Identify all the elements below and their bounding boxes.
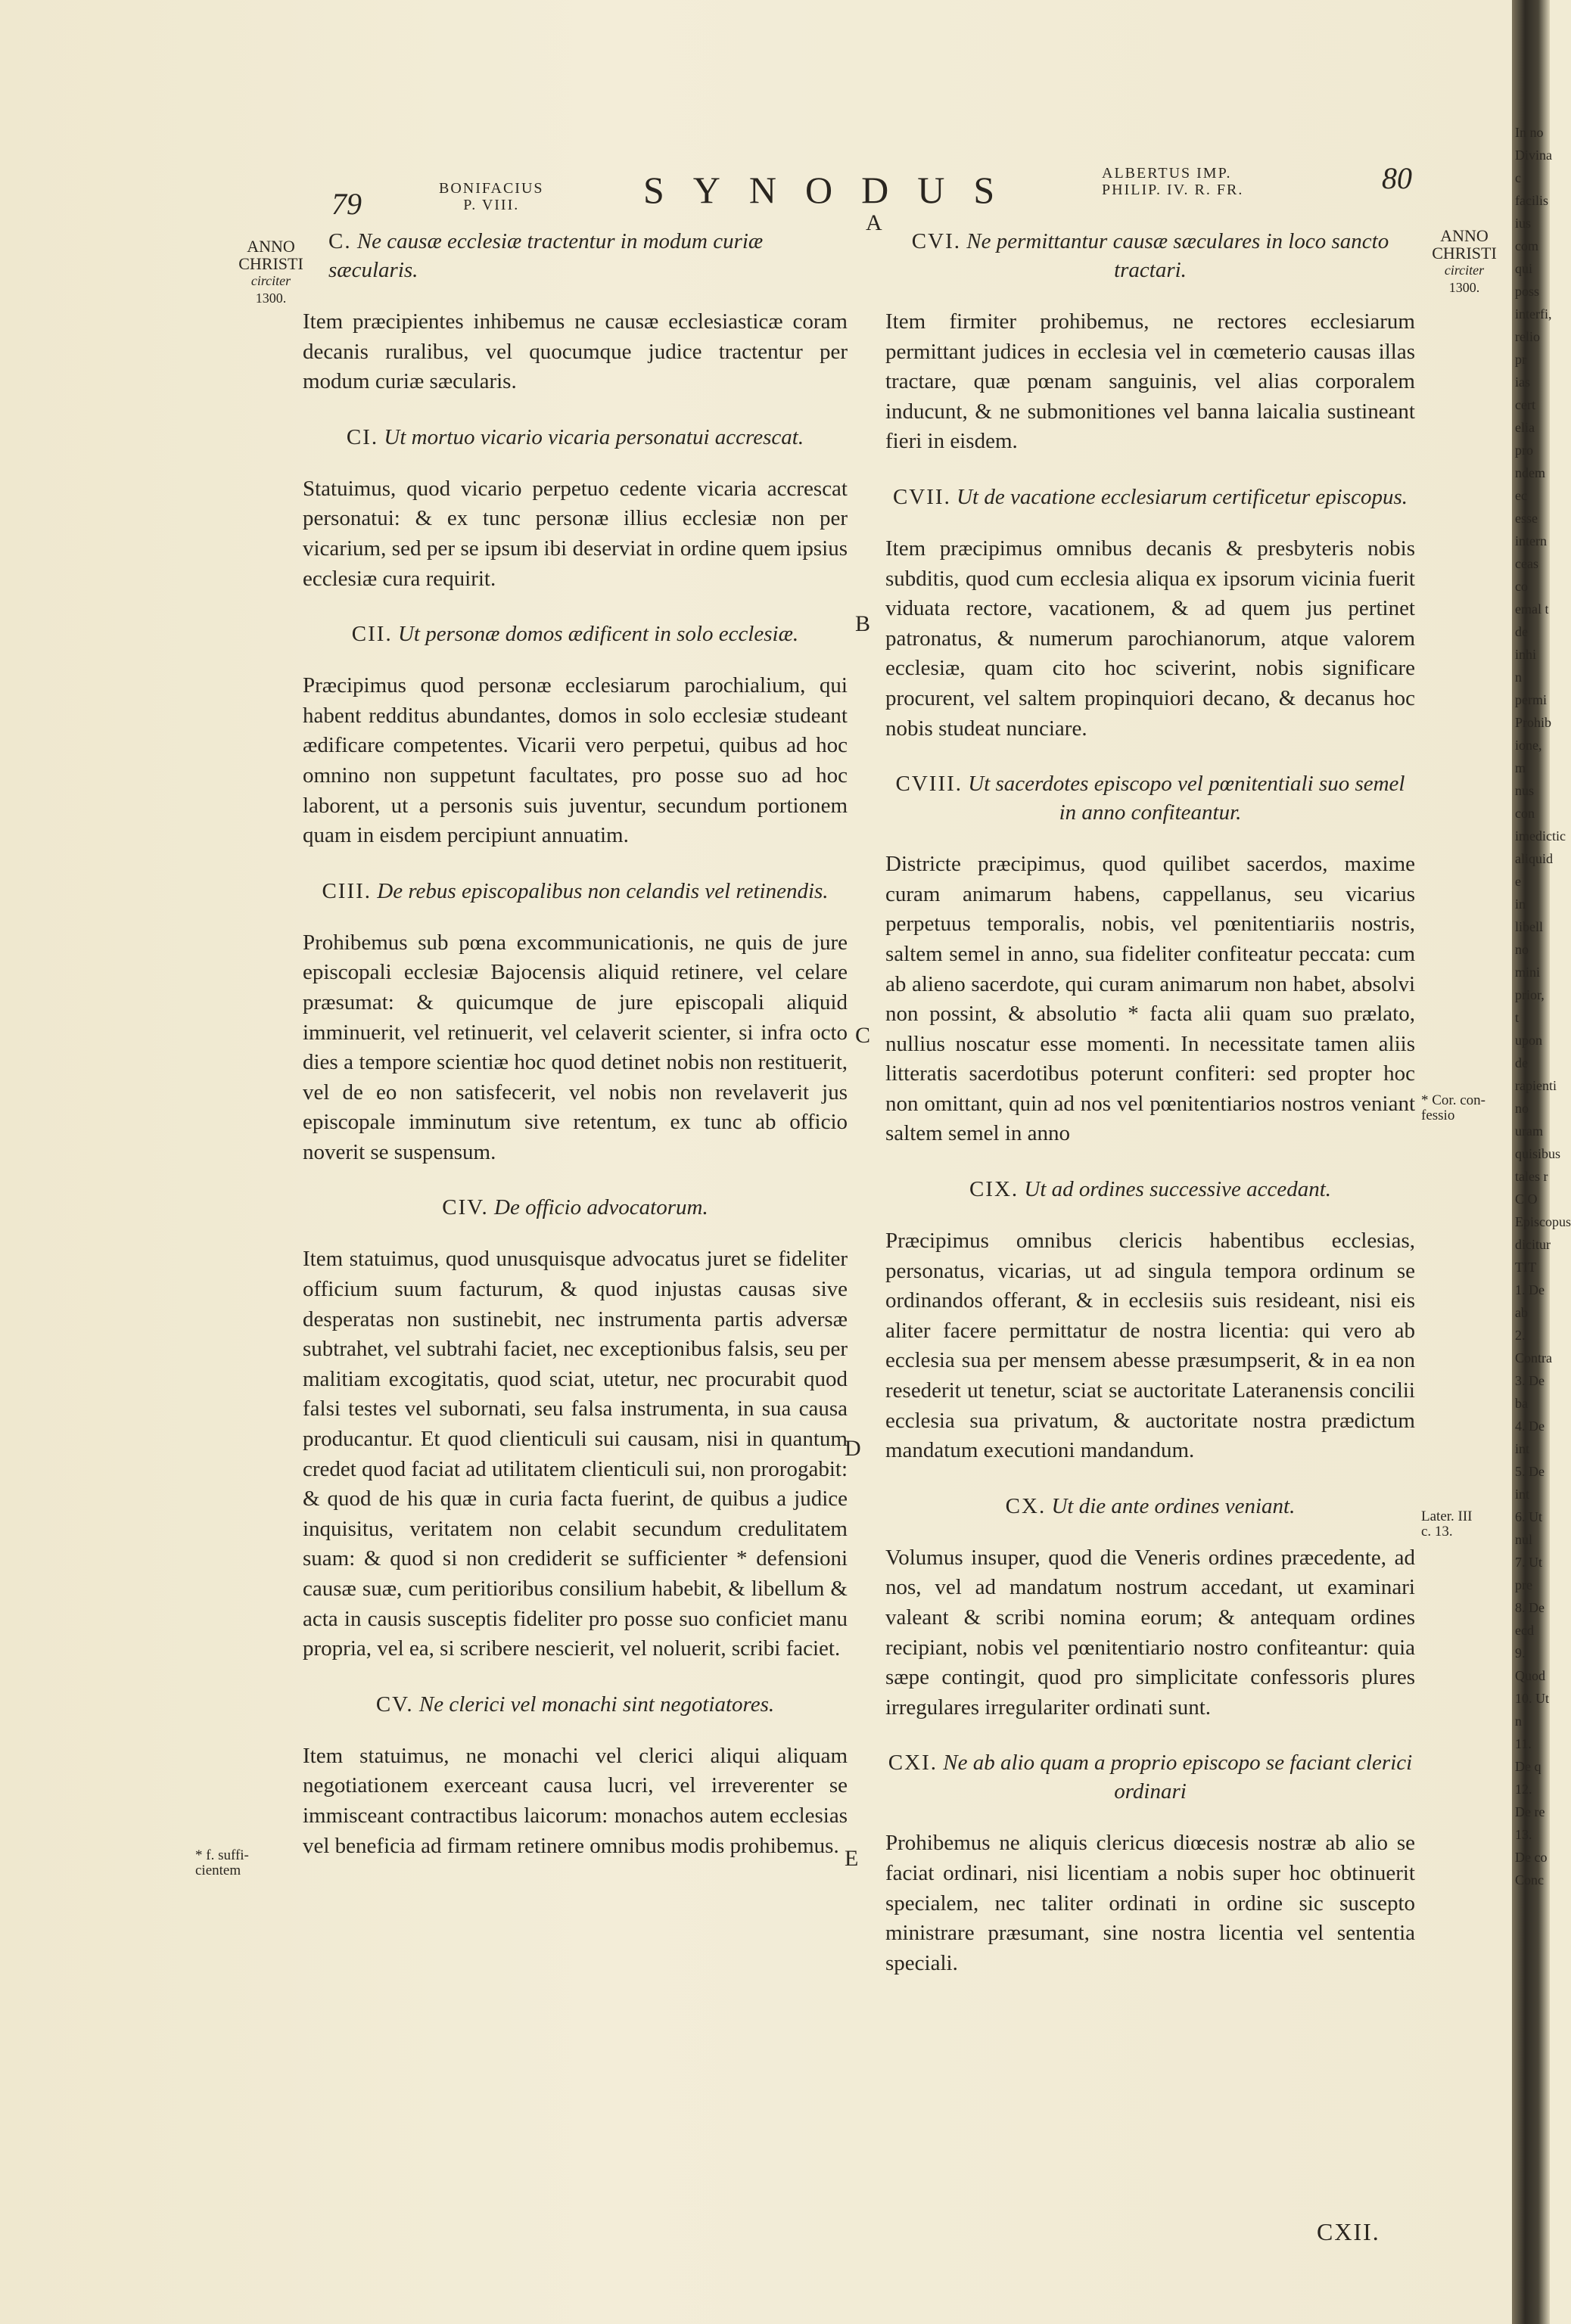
canon-title: Ne ab alio quam a proprio episcopo se faciant clerici ordinari: [943, 1751, 1413, 1804]
canon-title: Ut personæ domos ædificent in solo ecclesiæ.: [397, 622, 799, 647]
margin-note-left: [195, 1848, 294, 1878]
canon-section: [885, 1492, 1415, 1723]
canon-section: [885, 483, 1415, 744]
canon-heading: [885, 1748, 1415, 1806]
canon-number: CIII.: [322, 878, 372, 903]
spine-fragment: 8. De ecd: [1515, 1600, 1545, 1638]
spine-fragment: ias cert: [1515, 374, 1535, 412]
spine-fragment: facilis: [1515, 193, 1548, 208]
canon-title: Ut de vacatione ecclesiarum certificetur episcopus.: [957, 484, 1408, 509]
spine-fragment: qui poss: [1515, 261, 1540, 299]
spine-fragment: 5. De int: [1515, 1464, 1545, 1502]
canon-heading: [885, 1492, 1415, 1521]
spine-fragment: 7. Ut pre: [1515, 1555, 1542, 1592]
canon-text: Prohibemus ne aliquis clericus diœcesis nostræ ab alio se faciat ordinari, nisi licentiam a nobis super hoc obtinuerit specialem, nec taliter ordinati in ordine sic suscepto ministrare præsumant, sine nostra licentia vel sententia speciali.: [885, 1831, 1415, 1975]
running-head-right-line: PHILIP. IV. R. FR.: [1102, 182, 1244, 198]
anno-line: 1300.: [255, 290, 287, 306]
spine-fragment: dicitur: [1515, 1237, 1551, 1252]
canon-number: CVI.: [911, 229, 961, 253]
spine-fragment: tales r: [1515, 1169, 1548, 1184]
left-column: [303, 227, 848, 1887]
canon-number: CVIII.: [895, 772, 963, 797]
section-letter-b: B: [855, 611, 871, 636]
spine-fragment: ceas co: [1515, 556, 1538, 594]
canon-text: Volumus insuper, quod die Veneris ordines præcedente, ad nos, vel ad mandatum nostrum accedant, ut examinari valeant & scribi nomina eorum; & antequam ordines recipiant, nobis vel pœnitentiario nostro confiteantur: quia sæpe contingit, quod pro simplicitate confessoris plures irregulares irregulariter ordinati sunt.: [885, 1545, 1415, 1720]
spine-fragment: no mini: [1515, 942, 1541, 980]
canon-text: Præcipimus quod personæ ecclesiarum parochialium, qui habent redditus abundantes, domos in solo ecclesiæ studeant ædificare competentes. Vicarii vero perpetui, quibus ad hoc omnino non suppetunt facultates, pro posse suo ad hoc laborent, ut a personis suis juventur, secundum portionem quam in eisdem percipiunt annuatim.: [303, 673, 848, 848]
canon-section: [303, 423, 848, 594]
canon-section: [885, 227, 1415, 457]
spine-fragment: emal t: [1515, 601, 1549, 617]
spine-fragment: quisibus: [1515, 1146, 1561, 1161]
canon-heading: [303, 877, 848, 906]
anno-line: circiter: [250, 273, 291, 288]
spine-fragment: ius com: [1515, 216, 1538, 253]
canon-heading: [303, 620, 848, 648]
spine-fragment: Prohib: [1515, 715, 1552, 730]
canon-section: [303, 877, 848, 1168]
catchword: CXII.: [1317, 2218, 1380, 2245]
canon-title: Ut ad ordines successive accedant.: [1024, 1177, 1332, 1202]
canon-number: CII.: [351, 622, 393, 647]
canon-heading: [303, 1193, 848, 1222]
margin-note-line: Later. III: [1421, 1508, 1473, 1524]
margin-anno-right: [1423, 227, 1506, 297]
spine-fragment: esse intern: [1515, 511, 1547, 548]
canon-number: CX.: [1005, 1493, 1047, 1518]
spine-fragment: elia pro: [1515, 420, 1535, 458]
spine-fragment: 3. De ba: [1515, 1373, 1545, 1411]
spine-fragment: ndem ec: [1515, 465, 1545, 503]
spine-fragment: in libell: [1515, 896, 1543, 934]
spine-fragment: imedictic: [1515, 828, 1566, 844]
spine-fragment: Episcopus: [1515, 1214, 1571, 1229]
anno-line: 1300.: [1448, 280, 1480, 295]
canon-heading: [885, 227, 1415, 284]
margin-note-line: * f. suffi-: [195, 1847, 249, 1863]
spine-fragment: de inhi: [1515, 624, 1537, 662]
canon-text: Item statuimus, quod unusquisque advocatus juret se fideliter officium suum facturum, & quod injustas causas sive desperatas non sustinebit, nec instrumenta partis adversæ subtrahet, vel subtrahi faciet, nec exceptionibus falsis, seu per malitiam excogitatis, quod sciat, utetur, nec procurabit quod falsi testes vel subornati, seu falsa instrumenta, in sua causa producantur. Et quod clienticuli sui causam, nisi in quantum credet quod faciat ad utilitatem clienticuli sui, non prorogabit: & quod de his quæ in curia facta fuerint, de quibus a judice inquisitus, veritatem non celabit secundum credulitatem suam: & quod si non crediderit se sufficienter * defensioni causæ suæ, cum peritioribus consilium habebit, & libellum & acta in causis susceptis fideliter pro posse suo conficiet manu propria, vel ea, si scribere nescierit, vel noluerit, scribi faciet.: [303, 1247, 848, 1661]
canon-title: Ne permittantur causæ sæculares in loco sancto tractari.: [966, 229, 1389, 282]
anno-line: ANNO: [247, 237, 295, 256]
canon-text: Item præcipientes inhibemus ne causæ ecclesiasticæ coram decanis ruralibus, vel quocumque judice tractentur per modum curiæ sæcularis.: [303, 309, 848, 394]
spine-fragment: rapienti: [1515, 1078, 1557, 1093]
spine-fragment: 10. Ut n: [1515, 1691, 1549, 1729]
spine-fragment: Divina c: [1515, 148, 1552, 185]
spine-fragment: relio pr: [1515, 329, 1540, 367]
section-letter-d: D: [845, 1436, 861, 1461]
margin-note-right-2: [1421, 1509, 1512, 1539]
canon-section: [303, 620, 848, 851]
margin-note-line: cientem: [195, 1863, 241, 1878]
spine-fragment: 12. De re: [1515, 1782, 1545, 1819]
spine-fragment: ione, m: [1515, 738, 1542, 775]
canon-text: Item firmiter prohibemus, ne rectores ecclesiarum permittant judices in ecclesia vel in cœmeterio causas illas tractare, quæ pœnam sanguinis, vel alias corporalem inducunt, & ne submonitiones vel banna laicalia sustineant fieri in eisdem.: [885, 309, 1415, 454]
canon-title: Ut mortuo vicario vicaria personatui accrescat.: [384, 424, 804, 449]
spine-fragment: In no: [1515, 125, 1544, 140]
canon-section: [303, 227, 848, 397]
spine-fragment: C O: [1515, 1192, 1538, 1207]
margin-note-right-1: [1421, 1093, 1512, 1123]
section-letter-e: E: [845, 1846, 859, 1871]
canon-title: Ne causæ ecclesiæ tractentur in modum curiæ sæcularis.: [328, 229, 764, 282]
spine-fragment: 6. Ut nul: [1515, 1509, 1542, 1547]
canon-number: CXI.: [888, 1751, 938, 1776]
canon-number: CIV.: [442, 1195, 489, 1220]
spine-fragment: 11. De q: [1515, 1736, 1541, 1774]
anno-line: CHRISTI: [1432, 244, 1497, 263]
canon-heading: [885, 1175, 1415, 1204]
section-letter-a: A: [866, 210, 882, 235]
canon-text: Districte præcipimus, quod quilibet sacerdos, maxime curam animarum habens, cappellanus, seu vicarius perpetuus temporalis, nobis, vel pœnitentiariis nostris, saltem semel in anno, sua fideliter confiteatur peccata: cum ab alieno sacerdote, qui curam animarum non habet, absolvi non possint, & absolutio * facta alii quam suo prælato, nullius noscatur esse momenti. In necessitate tamen aliis litteratis sacerdotibus poterunt confiteri: sed propter hoc non omittant, quin ad nos vel pœnitentiarios nostros veniant saltem semel in anno: [885, 852, 1415, 1146]
spine-fragment: interfi,: [1515, 306, 1552, 322]
running-head-left-line: BONIFACIUS: [439, 180, 544, 197]
canon-text: Item statuimus, ne monachi vel clerici aliqui aliquam negotiationem exerceant causa lucri, vel irreverenter se immisceant contractibus laicorum: monachos autem ecclesias vel beneficia ad firmam retinere omnibus modis prohibemus.: [303, 1743, 848, 1858]
canon-title: Ut die ante ordines veniant.: [1051, 1493, 1296, 1518]
spine-fragment: 13. De co: [1515, 1827, 1548, 1865]
margin-note-line: c. 13.: [1421, 1524, 1453, 1539]
spine-fragment: aliquid e: [1515, 851, 1553, 889]
canon-title: De officio advocatorum.: [494, 1195, 708, 1220]
spine-fragment: 4. De int: [1515, 1418, 1545, 1456]
right-column: [885, 227, 1415, 2004]
running-head-right: [1102, 165, 1243, 198]
canon-title: Ne clerici vel monachi sint negotiatores.: [418, 1692, 775, 1717]
spine-fragment-list: [1512, 0, 1571, 1891]
folio-right: 80: [1382, 161, 1412, 195]
anno-line: CHRISTI: [238, 254, 303, 273]
canon-number: CV.: [375, 1692, 414, 1717]
running-head-right-line: ALBERTUS IMP.: [1102, 165, 1232, 182]
spine-fragment: Conc: [1515, 1872, 1544, 1887]
anno-line: ANNO: [1440, 226, 1489, 245]
spine-fragment: 2. Contra: [1515, 1328, 1552, 1366]
canon-text: Præcipimus omnibus clericis habentibus ecclesias, personatus, vicarias, ut ad singula tempora ordinum se ordinandos offerant, & in ecclesiis suis resideant, nisi eis aliter facere permittatur de nostra licentia: qui vero ab ecclesia sua per mensem abesse præsumpserit, & in ea non resederit ut tenetur, sciat se auctoritate Lateranensis concilii ecclesia sua privatum, & auctoritate nostra prædictum mandatum executioni mandandum.: [885, 1229, 1415, 1463]
canon-heading: [303, 227, 848, 284]
canon-number: CI.: [346, 424, 379, 449]
canon-number: CVII.: [892, 484, 951, 509]
spine-fragment: no uram: [1515, 1101, 1543, 1139]
spine-fragment: nus con: [1515, 783, 1535, 821]
running-head-left-line: P. VIII.: [463, 197, 520, 213]
spine-fragment: TIT: [1515, 1260, 1536, 1275]
canon-title: Ut sacerdotes episcopo vel pœnitentiali suo semel in anno confiteantur.: [968, 772, 1405, 825]
spine-fragment: upon de: [1515, 1033, 1542, 1070]
anno-line: circiter: [1444, 263, 1485, 278]
canon-heading: [885, 483, 1415, 511]
canon-heading: [885, 769, 1415, 827]
margin-note-line: fessio: [1421, 1108, 1455, 1123]
canon-section: [885, 1175, 1415, 1466]
running-title: SYNODUS: [643, 169, 1024, 211]
canon-heading: [303, 423, 848, 452]
canon-section: [885, 769, 1415, 1149]
running-head-left: [439, 180, 544, 213]
canon-number: CIX.: [969, 1177, 1019, 1202]
canon-section: [303, 1690, 848, 1861]
canon-heading: [303, 1690, 848, 1719]
canon-section: [303, 1193, 848, 1664]
canon-text: Statuimus, quod vicario perpetuo cedente vicaria accrescat personatui: & ex tunc personæ illius ecclesiæ non per vicarium, sed per se ipsum ibi deserviat in ordine quem ipsius ecclesiæ cura requirit.: [303, 476, 848, 591]
canon-number: C.: [328, 229, 352, 253]
spine-fragment: prior, t: [1515, 987, 1545, 1025]
canon-text: Item præcipimus omnibus decanis & presbyteris nobis subditis, quod cum ecclesia aliqua ex ipsorum vicinia fuerit viduata rectore, vacationem, & ad quem jus pertinet patronatus, & numerum parochianorum, atque valorem ecclesiæ, quam cito hoc sciverint, nobis significare procurent, vel saltem propinquiori decano, & decanus hoc nobis studeat nunciare.: [885, 536, 1415, 741]
folio-left: 79: [331, 187, 362, 221]
spine-fragment: 9. Quod: [1515, 1645, 1545, 1683]
section-letter-c: C: [855, 1023, 871, 1048]
facing-page-edge: [1512, 0, 1571, 2324]
canon-title: De rebus episcopalibus non celandis vel retinendis.: [377, 878, 829, 903]
spine-fragment: 1. De ab: [1515, 1282, 1545, 1320]
spine-fragment: n permi: [1515, 670, 1547, 707]
canon-section: [885, 1748, 1415, 1978]
canon-text: Prohibemus sub pœna excommunicationis, ne quis de jure episcopali ecclesiæ Bajocensis aliquid retinere, vel celare præsumat: & quicumque de jure episcopali aliquid imminuerit, vel retinuerit, vel celaverit scienter, si infra octo dies a tempore scientiæ hoc quod detinet nobis non restituerit, vel de eo non satisfecerit, vel nobis non revelaverit jus episcopale imminutum sive retentum, ex tunc ab officio noverit se suspensum.: [303, 930, 848, 1164]
margin-note-line: * Cor. con-: [1421, 1092, 1485, 1108]
